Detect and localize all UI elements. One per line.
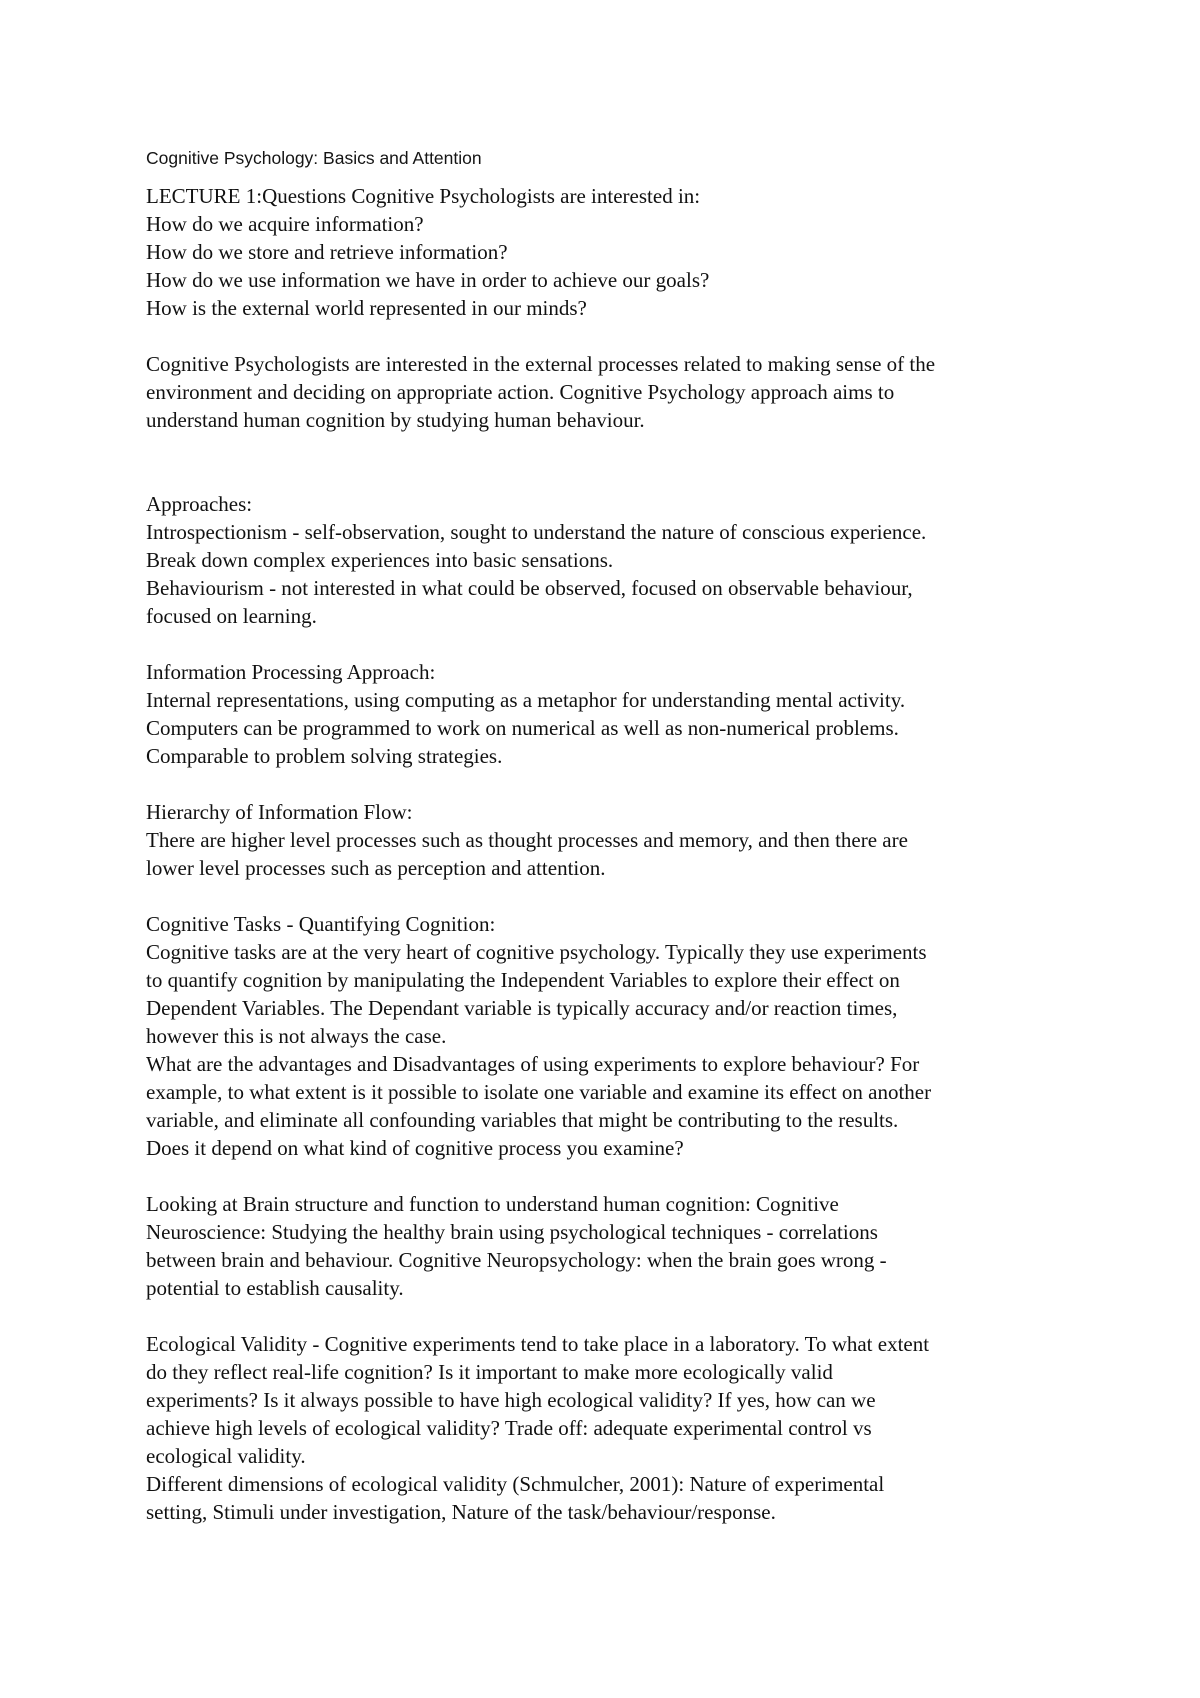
text-line: understand human cognition by studying human behaviour. [146,408,645,432]
paragraph-gap [146,434,1086,490]
text-line: Ecological Validity - Cognitive experiments tend to take place in a laboratory. To what extent [146,1332,930,1356]
text-line: environment and deciding on appropriate action. Cognitive Psychology approach aims to [146,380,895,404]
text-line: Cognitive Psychologists are interested in the external processes related to making sense of the [146,352,936,376]
text-line: Does it depend on what kind of cognitive process you examine? [146,1136,684,1160]
text-line: How do we store and retrieve information? [146,240,508,264]
document-page [146,146,1086,1526]
text-line: Cognitive Tasks - Quantifying Cognition: [146,912,496,936]
text-line: There are higher level processes such as thought processes and memory, and then there are [146,828,908,852]
text-line: Looking at Brain structure and function to understand human cognition: Cognitive [146,1192,839,1216]
text-line: Behaviourism - not interested in what could be observed, focused on observable behaviour, [146,576,913,600]
text-line: Hierarchy of Information Flow: [146,800,413,824]
paragraph-ecological-validity [146,1330,1086,1526]
text-line: however this is not always the case. [146,1024,447,1048]
text-line: focused on learning. [146,604,317,628]
text-line: between brain and behaviour. Cognitive Neuropsychology: when the brain goes wrong - [146,1248,887,1272]
text-line: How do we acquire information? [146,212,424,236]
text-line: Dependent Variables. The Dependant variable is typically accuracy and/or reaction times, [146,996,898,1020]
text-line: LECTURE 1:Questions Cognitive Psychologists are interested in: [146,184,701,208]
text-line: to quantify cognition by manipulating the Independent Variables to explore their effect on [146,968,900,992]
text-line: Cognitive tasks are at the very heart of cognitive psychology. Typically they use experiments [146,940,927,964]
text-line: example, to what extent is it possible to isolate one variable and examine its effect on another [146,1080,932,1104]
text-line: How is the external world represented in our minds? [146,296,587,320]
paragraph-gap [146,882,1086,910]
paragraph-gap [146,1302,1086,1330]
paragraph-cognitive-tasks [146,910,1086,1162]
text-line: Information Processing Approach: [146,660,436,684]
text-line: setting, Stimuli under investigation, Nature of the task/behaviour/response. [146,1500,776,1524]
text-line: Neuroscience: Studying the healthy brain using psychological techniques - correlations [146,1220,878,1244]
text-line: achieve high levels of ecological validity? Trade off: adequate experimental control vs [146,1416,872,1440]
text-line: How do we use information we have in order to achieve our goals? [146,268,710,292]
text-line: do they reflect real-life cognition? Is it important to make more ecologically valid [146,1360,833,1384]
document-title: Cognitive Psychology: Basics and Attention [146,148,482,168]
text-line: variable, and eliminate all confounding variables that might be contributing to the results. [146,1108,899,1132]
paragraph-interests [146,350,1086,434]
paragraph-brain-structure [146,1190,1086,1302]
paragraph-gap [146,630,1086,658]
text-line: Comparable to problem solving strategies. [146,744,503,768]
paragraph-gap [146,322,1086,350]
text-line: Break down complex experiences into basic sensations. [146,548,614,572]
paragraph-information-processing [146,658,1086,770]
text-line: What are the advantages and Disadvantages of using experiments to explore behaviour? For [146,1052,920,1076]
text-line: Approaches: [146,492,253,516]
text-line: experiments? Is it always possible to have high ecological validity? If yes, how can we [146,1388,876,1412]
text-line: Different dimensions of ecological validity (Schmulcher, 2001): Nature of experimental [146,1472,885,1496]
paragraph-gap [146,770,1086,798]
paragraph-hierarchy [146,798,1086,882]
text-line: lower level processes such as perception and attention. [146,856,606,880]
text-line: Introspectionism - self-observation, sought to understand the nature of conscious experience. [146,520,927,544]
paragraph-approaches [146,490,1086,630]
text-line: potential to establish causality. [146,1276,404,1300]
paragraph-gap [146,1162,1086,1190]
text-line: ecological validity. [146,1444,306,1468]
text-line: Internal representations, using computing as a metaphor for understanding mental activity. [146,688,906,712]
paragraph-questions [146,182,1086,322]
text-line: Computers can be programmed to work on numerical as well as non-numerical problems. [146,716,899,740]
